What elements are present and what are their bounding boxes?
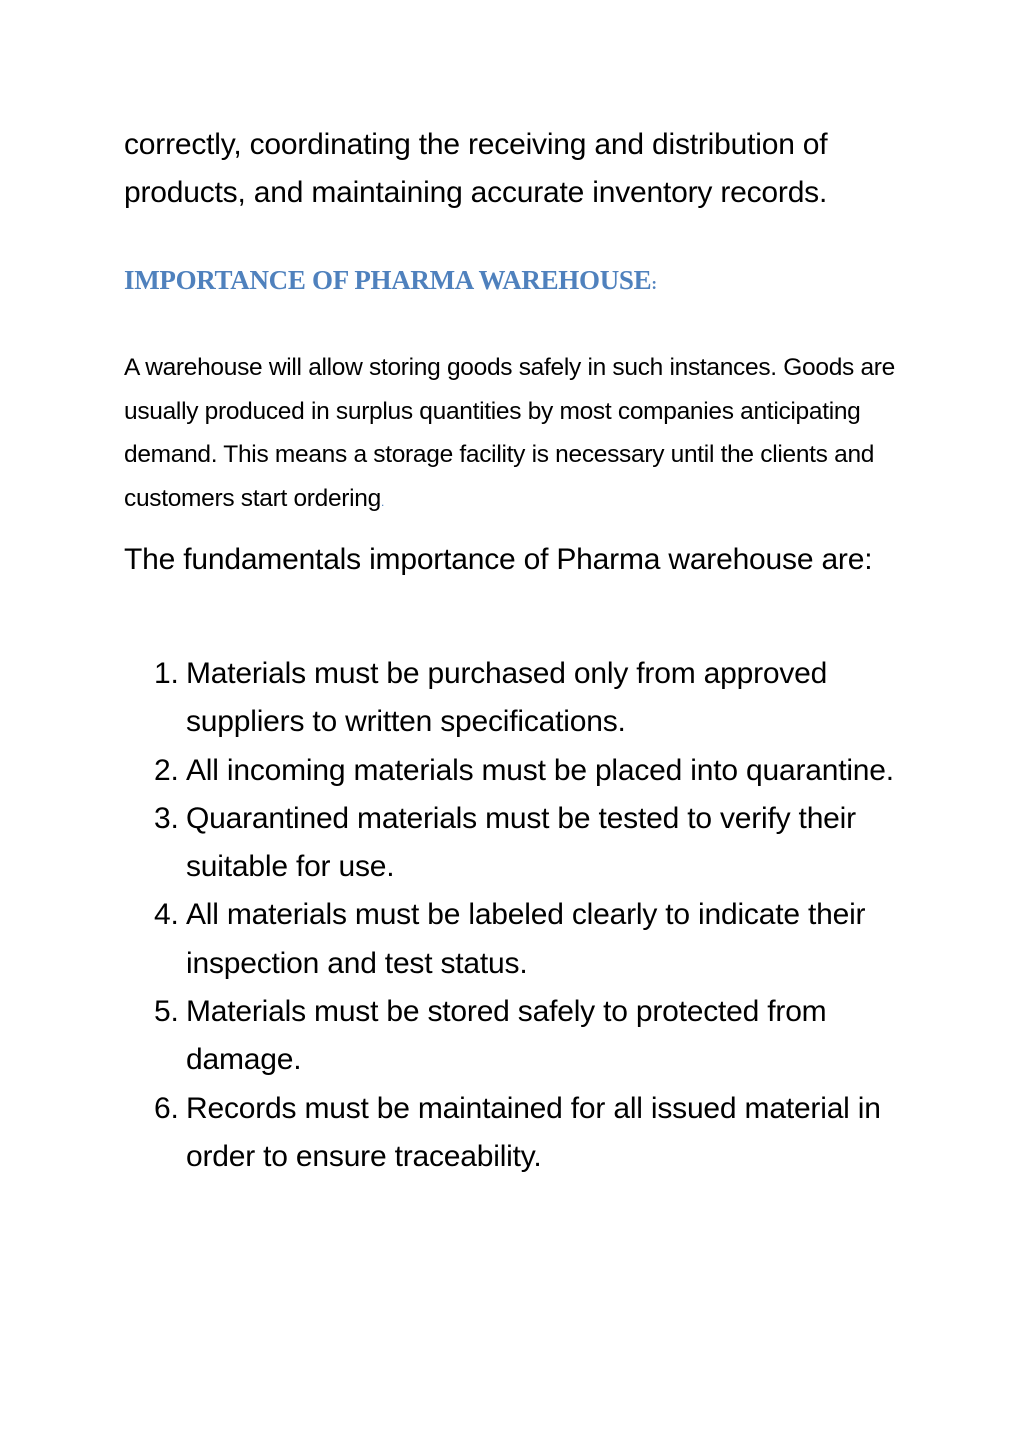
- list-item: [124, 1085, 914, 1182]
- body-paragraph-end: .: [380, 494, 384, 509]
- list-item: [124, 891, 914, 988]
- list-item: [124, 650, 914, 747]
- list-item-number: 4.: [154, 898, 179, 932]
- list-item-number: 6.: [154, 1091, 179, 1125]
- list-item-number: 5.: [154, 995, 179, 1029]
- list-item: [124, 795, 914, 892]
- fundamentals-lead: The fundamentals importance of Pharma warehouse are:: [124, 543, 873, 576]
- body-paragraph-text: A warehouse will allow storing goods safely in such instances. Goods are usually produced in surplus quantities by most companies anticipating demand. This means a storage facility is necessary until the clients and customers start ordering: [124, 354, 895, 512]
- list-item-text: Materials must be stored safely to protected from damage.: [186, 995, 827, 1077]
- list-item-number: 2.: [154, 753, 179, 787]
- list-item-number: 3.: [154, 801, 179, 835]
- intro-paragraph: correctly, coordinating the receiving and distribution of products, and maintaining accurate inventory records.: [124, 128, 828, 209]
- list-item-text: All materials must be labeled clearly to indicate their inspection and test status.: [186, 898, 866, 980]
- list-item-text: Materials must be purchased only from approved suppliers to written specifications.: [186, 657, 828, 739]
- list-item-text: All incoming materials must be placed into quarantine.: [186, 753, 894, 787]
- list-item: [124, 747, 914, 795]
- body-paragraph: [124, 346, 914, 524]
- section-heading-text: IMPORTANCE OF PHARMA WAREHOUSE: [124, 265, 652, 295]
- list-item-number: 1.: [154, 657, 179, 690]
- section-heading-colon: :: [651, 274, 657, 293]
- list-item-text: Records must be maintained for all issued material in order to ensure traceability.: [186, 1091, 881, 1173]
- fundamentals-list: [124, 650, 914, 1181]
- list-item-text: Quarantined materials must be tested to verify their suitable for use.: [186, 801, 856, 884]
- section-heading: [124, 262, 657, 302]
- list-item: [124, 988, 914, 1085]
